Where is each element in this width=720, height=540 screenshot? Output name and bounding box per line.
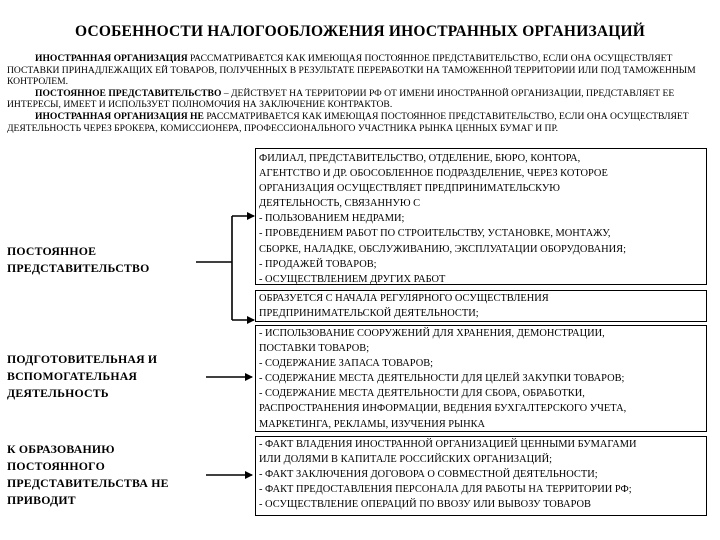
label-preparatory-text: ПОДГОТОВИТЕЛЬНАЯ И ВСПОМОГАТЕЛЬНАЯ ДЕЯТЕЛЬНОСТЬ [7,352,158,400]
box3-line: РАСПРОСТРАНЕНИЯ ИНФОРМАЦИИ, ВЕДЕНИЯ БУХГАЛТЕРСКОГО УЧЕТА, [259,403,627,415]
label-permanent-text: ПОСТОЯННОЕ ПРЕДСТАВИТЕЛЬСТВО [7,244,150,275]
label-not-leading [7,441,197,509]
page-title: ОСОБЕННОСТИ НАЛОГООБЛОЖЕНИЯ ИНОСТРАННЫХ ОРГАНИЗАЦИЙ [75,23,645,40]
box1-line: - ПРОДАЖЕЙ ТОВАРОВ; [259,258,377,270]
box-preparatory-list [255,325,707,432]
box3-line: - ИСПОЛЬЗОВАНИЕ СООРУЖЕНИЙ ДЛЯ ХРАНЕНИЯ, ДЕМОНСТРАЦИИ, [259,328,605,339]
box2-line: ПРЕДПРИНИМАТЕЛЬСКОЙ ДЕЯТЕЛЬНОСТИ; [259,308,479,320]
box4-line: - ФАКТ ВЛАДЕНИЯ ИНОСТРАННОЙ ОРГАНИЗАЦИЕЙ ЦЕННЫМИ БУМАГАМИ [259,439,637,450]
intro-term-3: ИНОСТРАННАЯ ОРГАНИЗАЦИЯ НЕ [35,110,204,122]
box3-line: - СОДЕРЖАНИЕ ЗАПАСА ТОВАРОВ; [259,358,434,370]
box1-line: - ПОЛЬЗОВАНИЕМ НЕДРАМИ; [259,213,405,225]
box1-line: АГЕНТСТВО И ДР. ОБОСОБЛЕННОЕ ПОДРАЗДЕЛЕНИЕ, ЧЕРЕЗ КОТОРОЕ [259,168,608,180]
box4-line: ИЛИ ДОЛЯМИ В КАПИТАЛЕ РОССИЙСКИХ ОРГАНИЗАЦИЙ; [259,454,552,466]
box1-line: ФИЛИАЛ, ПРЕДСТАВИТЕЛЬСТВО, ОТДЕЛЕНИЕ, БЮРО, КОНТОРА, [259,153,581,164]
box1-line: СБОРКЕ, НАЛАДКЕ, ОБСЛУЖИВАНИЮ, ЭКСПЛУАТАЦИИ ОБОРУДОВАНИЯ; [259,243,626,255]
box2-line: ОБРАЗУЕТСЯ С НАЧАЛА РЕГУЛЯРНОГО ОСУЩЕСТВЛЕНИЯ [259,293,549,304]
box-formation-start [255,290,707,322]
intro-body-1: РАССМАТРИВАЕТСЯ КАК ИМЕЮЩАЯ ПОСТОЯННОЕ ПРЕДСТАВИТЕЛЬСТВО, ЕСЛИ ОНА ОСУЩЕСТВЛЯЕТ ПОСТАВКИ ПРИНАДЛЕЖАЩИХ ЕЙ ТОВАРОВ, ПОЛУЧЕННЫХ В РЕЗУЛЬТАТЕ ПЕРЕРАБОТКИ НА ТАМОЖЕННОЙ ТЕРРИТОРИИ ИЛИ ПОД ТАМОЖЕННЫМ КОНТРОЛЕМ. [7,53,696,88]
box3-line: ПОСТАВКИ ТОВАРОВ; [259,343,370,355]
box-not-leading-list [255,436,707,516]
box3-line: - СОДЕРЖАНИЕ МЕСТА ДЕЯТЕЛЬНОСТИ ДЛЯ СБОРА, ОБРАБОТКИ, [259,388,585,400]
box1-line: - ПРОВЕДЕНИЕМ РАБОТ ПО СТРОИТЕЛЬСТВУ, УСТАНОВКЕ, МОНТАЖУ, [259,228,611,240]
intro-body-3: РАССМАТРИВАЕТСЯ КАК ИМЕЮЩАЯ ПОСТОЯННОЕ ПРЕДСТАВИТЕЛЬСТВО, ЕСЛИ ОНА ОСУЩЕСТВЛЯЕТ ДЕЯТЕЛЬНОСТЬ ЧЕРЕЗ БРОКЕРА, КОМИССИОНЕРА, ПРОФЕССИОНАЛЬНОГО УЧАСТНИКА РЫНКА ЦЕННЫХ БУМАГ И ПР. [7,110,689,134]
label-not-leading-text: К ОБРАЗОВАНИЮ ПОСТОЯННОГО ПРЕДСТАВИТЕЛЬСТВА НЕ ПРИВОДИТ [7,442,169,507]
label-preparatory-activity [7,351,207,402]
label-permanent-representation [7,243,177,277]
box4-line: - ФАКТ ЗАКЛЮЧЕНИЯ ДОГОВОРА О СОВМЕСТНОЙ ДЕЯТЕЛЬНОСТИ; [259,469,598,481]
box3-line: МАРКЕТИНГА, РЕКЛАМЫ, ИЗУЧЕНИЯ РЫНКА [259,418,486,430]
box4-line: - ФАКТ ПРЕДОСТАВЛЕНИЯ ПЕРСОНАЛА ДЛЯ РАБОТЫ НА ТЕРРИТОРИИ РФ; [259,484,632,496]
intro-term-1: ИНОСТРАННАЯ ОРГАНИЗАЦИЯ [35,53,188,64]
box3-line: - СОДЕРЖАНИЕ МЕСТА ДЕЯТЕЛЬНОСТИ ДЛЯ ЦЕЛЕЙ ЗАКУПКИ ТОВАРОВ; [259,373,625,385]
intro-term-2: ПОСТОЯННОЕ ПРЕДСТАВИТЕЛЬСТВО [35,87,222,99]
intro-body-2: – ДЕЙСТВУЕТ НА ТЕРРИТОРИИ РФ ОТ ИМЕНИ ИНОСТРАННОЙ ОРГАНИЗАЦИИ, ПРЕДСТАВЛЯЕТ ЕЕ ИНТЕРЕСЫ, ИМЕЕТ И ИСПОЛЬЗУЕТ ПОЛНОМОЧИЯ НА ЗАКЛЮЧЕНИЕ КОНТРАКТОВ. [7,87,675,111]
box-permanent-definition [255,148,707,285]
box1-line: ОРГАНИЗАЦИЯ ОСУЩЕСТВЛЯЕТ ПРЕДПРИНИМАТЕЛЬСКУЮ [259,183,560,195]
box4-line: - ОСУЩЕСТВЛЕНИЕ ОПЕРАЦИЙ ПО ВВОЗУ ИЛИ ВЫВОЗУ ТОВАРОВ [259,499,591,511]
bracket-connector [196,216,232,320]
box1-line: - ОСУЩЕСТВЛЕНИЕМ ДРУГИХ РАБОТ [259,273,446,285]
box1-line: ДЕЯТЕЛЬНОСТЬ, СВЯЗАННУЮ С [259,198,421,210]
